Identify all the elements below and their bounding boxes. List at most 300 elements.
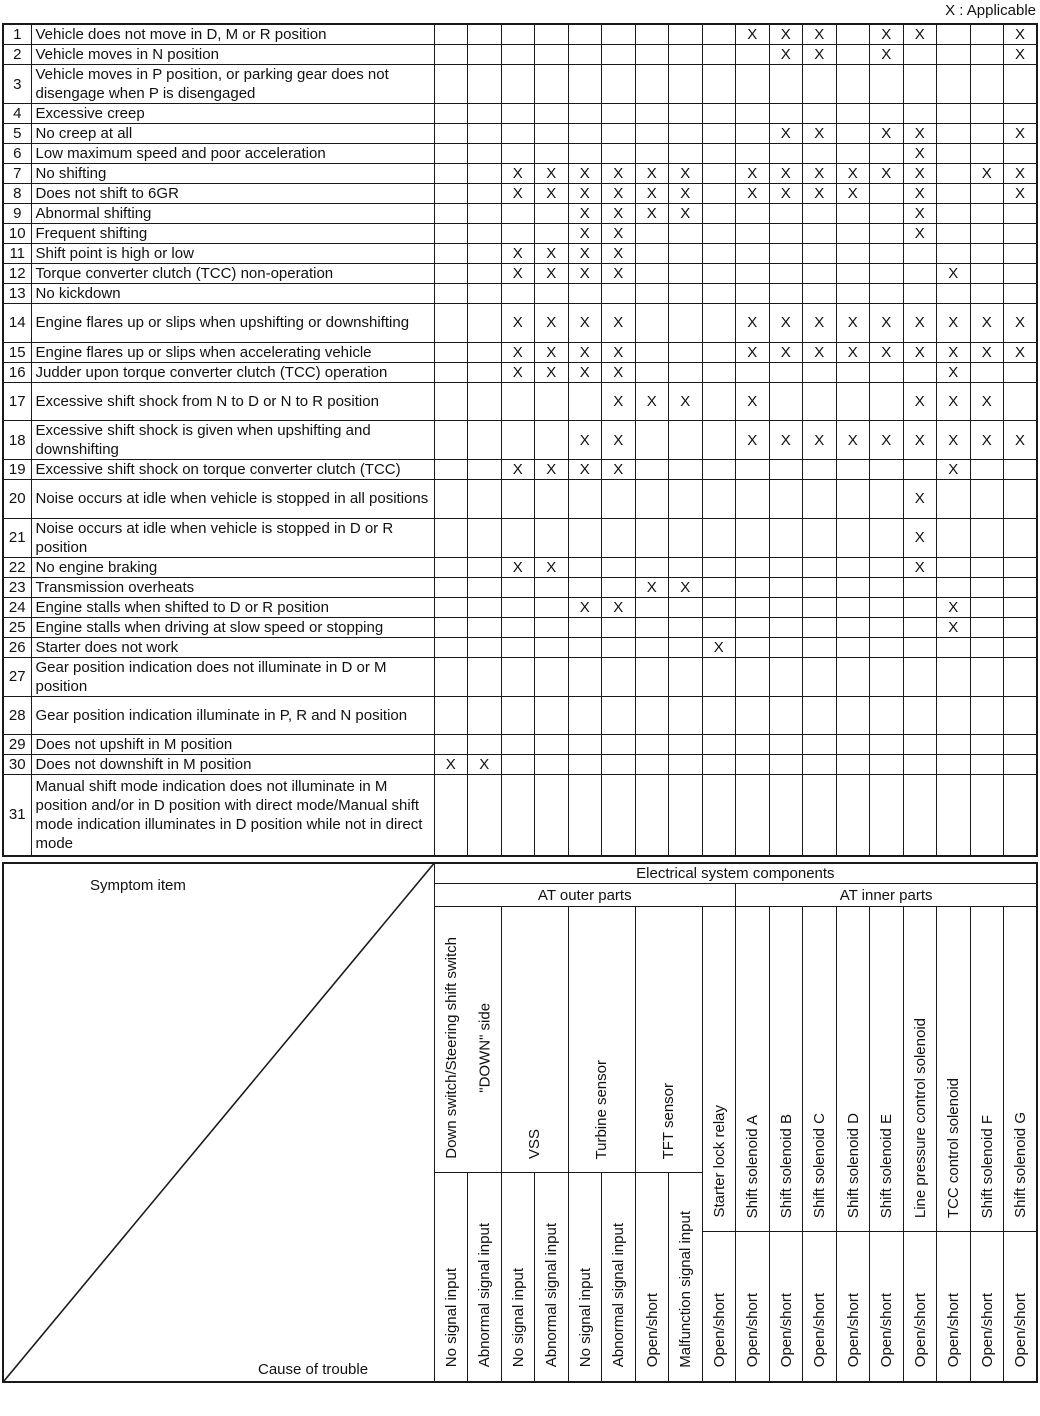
applicability-cell: X — [870, 45, 904, 65]
component-group-text: Starter lock relay — [710, 1105, 728, 1218]
diagonal-divider-line — [4, 864, 434, 1381]
applicability-cell — [937, 557, 971, 577]
component-group-text: Line pressure control solenoid — [911, 1017, 929, 1218]
applicability-cell — [970, 775, 1004, 856]
cause-label — [769, 1232, 803, 1382]
applicability-cell — [501, 224, 535, 244]
applicability-cell — [602, 480, 636, 519]
cause-text: Malfunction signal input — [677, 1210, 694, 1368]
applicability-cell — [468, 696, 502, 735]
applicability-cell — [434, 637, 468, 657]
cause-label — [970, 1232, 1004, 1382]
applicability-cell — [736, 657, 770, 696]
applicability-cell — [1004, 696, 1038, 735]
applicability-cell — [836, 755, 870, 775]
applicability-cell — [769, 637, 803, 657]
applicability-cell — [635, 342, 669, 362]
applicability-cell — [970, 45, 1004, 65]
symptom-text: Vehicle moves in N position — [31, 45, 434, 65]
applicability-cell — [970, 284, 1004, 304]
applicability-cell — [468, 617, 502, 637]
applicability-cell — [702, 342, 736, 362]
symptom-text: Abnormal shifting — [31, 204, 434, 224]
applicability-cell: X — [635, 577, 669, 597]
applicability-cell — [1004, 577, 1038, 597]
applicability-cell — [468, 557, 502, 577]
applicability-cell: X — [535, 304, 569, 343]
applicability-cell: X — [736, 164, 770, 184]
applicability-cell — [434, 24, 468, 45]
applicability-cell — [836, 518, 870, 557]
symptom-number: 2 — [3, 45, 31, 65]
applicability-cell — [769, 362, 803, 382]
symptom-text: Engine flares up or slips when accelerating vehicle — [31, 342, 434, 362]
applicability-cell — [870, 617, 904, 637]
applicability-cell — [669, 224, 703, 244]
applicability-cell — [501, 24, 535, 45]
applicability-cell — [1004, 657, 1038, 696]
applicability-cell — [970, 480, 1004, 519]
applicability-cell: X — [468, 755, 502, 775]
applicability-cell — [870, 224, 904, 244]
component-group-text: Shift solenoid E — [878, 1113, 895, 1218]
applicability-cell — [970, 104, 1004, 124]
symptom-text: Engine stalls when shifted to D or R position — [31, 597, 434, 617]
cause-label — [468, 1173, 502, 1382]
applicability-cell — [803, 480, 837, 519]
applicability-cell — [903, 637, 937, 657]
applicability-cell: X — [903, 204, 937, 224]
symptom-number: 8 — [3, 184, 31, 204]
applicability-cell: X — [535, 184, 569, 204]
applicability-cell — [736, 755, 770, 775]
applicability-cell: X — [736, 342, 770, 362]
symptom-row-9 — [3, 204, 1037, 224]
electrical-header-row — [3, 863, 1037, 884]
applicability-cell: X — [937, 421, 971, 460]
applicability-cell — [702, 557, 736, 577]
applicability-cell: X — [501, 557, 535, 577]
applicability-cell — [635, 104, 669, 124]
applicability-cell — [669, 304, 703, 343]
applicability-cell: X — [870, 304, 904, 343]
applicability-cell — [937, 755, 971, 775]
applicability-cell — [836, 460, 870, 480]
applicability-cell — [769, 244, 803, 264]
applicability-cell: X — [970, 164, 1004, 184]
applicability-cell: X — [568, 342, 602, 362]
applicability-cell: X — [903, 342, 937, 362]
applicability-cell — [970, 65, 1004, 104]
applicability-cell — [635, 557, 669, 577]
applicability-cell — [870, 577, 904, 597]
applicability-cell — [434, 342, 468, 362]
symptom-row-26 — [3, 637, 1037, 657]
cause-text: No signal input — [509, 1268, 527, 1368]
applicability-cell — [702, 24, 736, 45]
symptom-row-28 — [3, 696, 1037, 735]
applicability-cell: X — [903, 480, 937, 519]
applicability-cell: X — [937, 362, 971, 382]
symptom-number: 15 — [3, 342, 31, 362]
cause-text: Open/short — [777, 1293, 795, 1368]
symptom-number: 28 — [3, 696, 31, 735]
applicability-cell — [702, 382, 736, 421]
applicability-cell — [669, 342, 703, 362]
cause-label — [736, 1232, 770, 1382]
applicability-cell — [970, 204, 1004, 224]
applicability-cell — [669, 735, 703, 755]
symptom-text: Excessive shift shock from N to D or N to R position — [31, 382, 434, 421]
applicability-cell — [769, 617, 803, 637]
applicability-cell — [669, 480, 703, 519]
applicability-cell: X — [970, 304, 1004, 343]
applicability-cell — [970, 124, 1004, 144]
symptom-row-15 — [3, 342, 1037, 362]
applicability-cell — [434, 775, 468, 856]
applicability-cell — [803, 144, 837, 164]
symptom-item-label: Symptom item — [90, 876, 186, 894]
symptom-number: 17 — [3, 382, 31, 421]
symptom-row-21 — [3, 518, 1037, 557]
applicability-cell — [468, 184, 502, 204]
symptom-row-25 — [3, 617, 1037, 637]
cause-label — [870, 1232, 904, 1382]
applicability-cell: X — [602, 362, 636, 382]
applicability-cell: X — [501, 304, 535, 343]
applicability-cell — [803, 597, 837, 617]
symptom-number: 14 — [3, 304, 31, 343]
applicability-cell — [803, 382, 837, 421]
applicability-cell — [535, 224, 569, 244]
symptom-row-29 — [3, 735, 1037, 755]
applicability-cell — [937, 637, 971, 657]
applicability-cell — [736, 65, 770, 104]
at-inner-parts-header: AT inner parts — [736, 884, 1038, 907]
applicability-cell — [635, 45, 669, 65]
applicability-cell — [669, 144, 703, 164]
symptom-text: Excessive shift shock on torque converter clutch (TCC) — [31, 460, 434, 480]
applicability-cell — [836, 45, 870, 65]
applicability-cell — [903, 597, 937, 617]
applicability-cell — [468, 362, 502, 382]
applicability-cell — [970, 184, 1004, 204]
applicability-cell — [501, 617, 535, 637]
applicability-cell: X — [736, 184, 770, 204]
applicability-cell: X — [769, 304, 803, 343]
symptom-text: No creep at all — [31, 124, 434, 144]
symptom-number: 21 — [3, 518, 31, 557]
symptom-number: 29 — [3, 735, 31, 755]
applicability-cell — [736, 224, 770, 244]
applicability-cell — [635, 65, 669, 104]
applicability-cell — [702, 284, 736, 304]
applicability-cell — [468, 204, 502, 224]
cause-text: Open/short — [911, 1293, 929, 1368]
applicability-cell — [937, 104, 971, 124]
applicability-cell — [602, 775, 636, 856]
applicability-cell — [1004, 755, 1038, 775]
applicability-cell — [937, 284, 971, 304]
cause-text: Open/short — [643, 1293, 661, 1368]
applicability-cell — [702, 264, 736, 284]
applicability-cell — [1004, 204, 1038, 224]
applicability-cell — [568, 657, 602, 696]
cause-label — [434, 1173, 468, 1382]
component-group-text: VSS — [525, 1128, 543, 1159]
applicability-cell — [736, 204, 770, 224]
applicability-cell — [903, 244, 937, 264]
applicability-cell: X — [568, 597, 602, 617]
applicability-cell — [501, 45, 535, 65]
symptom-row-22 — [3, 557, 1037, 577]
applicability-cell: X — [434, 755, 468, 775]
applicability-cell — [434, 577, 468, 597]
applicability-cell — [535, 755, 569, 775]
applicability-cell — [836, 637, 870, 657]
applicability-cell: X — [937, 342, 971, 362]
applicability-cell — [803, 696, 837, 735]
applicability-cell — [903, 460, 937, 480]
applicability-cell — [803, 244, 837, 264]
applicability-cell: X — [903, 184, 937, 204]
applicability-cell — [568, 755, 602, 775]
applicability-cell: X — [602, 204, 636, 224]
symptom-number: 7 — [3, 164, 31, 184]
applicability-cell — [669, 45, 703, 65]
applicability-cell — [769, 382, 803, 421]
applicability-cell: X — [903, 382, 937, 421]
symptom-row-2 — [3, 45, 1037, 65]
applicability-cell: X — [736, 382, 770, 421]
applicability-cell: X — [736, 24, 770, 45]
applicability-cell — [937, 24, 971, 45]
applicability-cell — [602, 577, 636, 597]
cause-text: Open/short — [844, 1293, 862, 1368]
applicability-cell — [836, 382, 870, 421]
applicability-cell — [836, 244, 870, 264]
applicability-cell — [568, 577, 602, 597]
applicability-cell — [501, 382, 535, 421]
applicability-cell — [937, 577, 971, 597]
applicability-cell: X — [870, 342, 904, 362]
applicability-cell — [702, 421, 736, 460]
applicability-cell — [702, 204, 736, 224]
applicability-cell — [937, 184, 971, 204]
applicability-cell — [769, 65, 803, 104]
symptom-number: 25 — [3, 617, 31, 637]
symptom-row-23 — [3, 577, 1037, 597]
applicability-cell — [434, 184, 468, 204]
symptom-row-7 — [3, 164, 1037, 184]
applicability-cell — [736, 696, 770, 735]
applicability-cell: X — [970, 382, 1004, 421]
applicability-cell — [635, 362, 669, 382]
applicability-cell — [468, 577, 502, 597]
applicability-cell — [970, 362, 1004, 382]
applicability-cell — [468, 382, 502, 421]
applicability-cell — [836, 144, 870, 164]
applicability-cell: X — [602, 184, 636, 204]
applicability-cell — [535, 124, 569, 144]
applicability-cell — [568, 518, 602, 557]
applicability-cell — [769, 775, 803, 856]
applicability-cell — [434, 696, 468, 735]
applicability-cell — [1004, 617, 1038, 637]
applicability-cell — [736, 480, 770, 519]
applicability-cell — [602, 617, 636, 637]
applicability-cell — [836, 362, 870, 382]
applicability-cell: X — [501, 264, 535, 284]
applicability-cell — [937, 696, 971, 735]
applicability-cell — [937, 204, 971, 224]
cause-label — [669, 1173, 703, 1382]
symptom-number: 11 — [3, 244, 31, 264]
applicability-cell — [702, 65, 736, 104]
applicability-cell — [702, 224, 736, 244]
component-group-text: Down switch/Steering shift switch "DOWN" side — [442, 937, 493, 1159]
applicability-cell — [669, 264, 703, 284]
applicability-cell — [702, 597, 736, 617]
applicability-cell — [1004, 775, 1038, 856]
symptom-text: Shift point is high or low — [31, 244, 434, 264]
applicability-cell — [736, 104, 770, 124]
applicability-cell — [803, 557, 837, 577]
applicability-cell: X — [903, 164, 937, 184]
applicability-cell — [769, 204, 803, 224]
applicability-cell — [568, 45, 602, 65]
applicability-cell: X — [903, 421, 937, 460]
applicability-cell — [468, 224, 502, 244]
applicability-cell: X — [937, 597, 971, 617]
applicable-legend: X : Applicable — [945, 2, 1036, 19]
applicability-cell — [702, 735, 736, 755]
applicability-cell — [535, 421, 569, 460]
applicability-cell — [635, 224, 669, 244]
applicability-cell — [736, 617, 770, 637]
applicability-cell: X — [568, 204, 602, 224]
applicability-cell — [468, 480, 502, 519]
applicability-cell: X — [702, 637, 736, 657]
applicability-cell: X — [937, 382, 971, 421]
applicability-cell: X — [602, 164, 636, 184]
applicability-cell — [702, 244, 736, 264]
cause-label — [702, 1232, 736, 1382]
applicability-cell — [501, 518, 535, 557]
applicability-cell: X — [1004, 164, 1038, 184]
applicability-cell — [568, 24, 602, 45]
component-group-text: Shift solenoid B — [777, 1113, 795, 1218]
applicability-cell — [434, 421, 468, 460]
applicability-cell — [769, 657, 803, 696]
applicability-cell — [937, 518, 971, 557]
applicability-cell — [702, 696, 736, 735]
applicability-cell: X — [535, 244, 569, 264]
applicability-cell — [535, 696, 569, 735]
applicability-cell — [669, 104, 703, 124]
applicability-cell — [870, 557, 904, 577]
applicability-cell — [535, 518, 569, 557]
applicability-cell — [970, 735, 1004, 755]
cause-text: Abnormal signal input — [610, 1223, 627, 1368]
applicability-cell — [736, 577, 770, 597]
applicability-cell — [736, 735, 770, 755]
applicability-cell: X — [870, 421, 904, 460]
applicability-cell — [635, 637, 669, 657]
symptom-row-10 — [3, 224, 1037, 244]
cause-label — [501, 1173, 535, 1382]
corner-cell — [3, 863, 434, 1382]
applicability-cell: X — [602, 224, 636, 244]
applicability-cell: X — [736, 421, 770, 460]
applicability-cell — [434, 382, 468, 421]
applicability-cell — [434, 735, 468, 755]
symptom-row-4 — [3, 104, 1037, 124]
symptom-number: 4 — [3, 104, 31, 124]
symptom-number: 23 — [3, 577, 31, 597]
applicability-cell — [903, 755, 937, 775]
applicability-cell — [803, 657, 837, 696]
applicability-cell — [635, 518, 669, 557]
applicability-cell — [669, 657, 703, 696]
applicability-cell — [803, 104, 837, 124]
applicability-cell — [568, 284, 602, 304]
applicability-cell — [501, 577, 535, 597]
applicability-cell: X — [970, 421, 1004, 460]
applicability-cell — [434, 362, 468, 382]
applicability-cell — [870, 104, 904, 124]
applicability-cell: X — [937, 617, 971, 637]
applicability-cell — [468, 460, 502, 480]
applicability-cell — [870, 184, 904, 204]
component-group-label — [937, 907, 971, 1232]
applicability-cell — [635, 304, 669, 343]
applicability-cell — [870, 362, 904, 382]
component-group-label — [501, 907, 568, 1173]
applicability-cell — [635, 124, 669, 144]
applicability-cell — [702, 577, 736, 597]
applicability-cell — [468, 124, 502, 144]
symptom-row-3 — [3, 65, 1037, 104]
applicability-cell: X — [635, 204, 669, 224]
cause-text: Open/short — [878, 1293, 895, 1368]
applicability-cell — [1004, 637, 1038, 657]
component-group-label — [434, 907, 501, 1173]
applicability-cell — [535, 45, 569, 65]
applicability-cell — [669, 460, 703, 480]
cause-text: Open/short — [811, 1293, 828, 1368]
symptom-number: 27 — [3, 657, 31, 696]
applicability-cell — [702, 124, 736, 144]
applicability-cell — [568, 382, 602, 421]
applicability-cell — [602, 144, 636, 164]
applicability-cell — [736, 144, 770, 164]
applicability-cell — [803, 637, 837, 657]
applicability-cell — [970, 755, 1004, 775]
applicability-cell: X — [501, 184, 535, 204]
applicability-cell — [736, 284, 770, 304]
applicability-cell: X — [970, 342, 1004, 362]
applicability-cell — [702, 144, 736, 164]
applicability-cell — [568, 775, 602, 856]
applicability-cell — [535, 382, 569, 421]
cause-text: Open/short — [710, 1293, 728, 1368]
applicability-cell — [535, 577, 569, 597]
applicability-cell — [702, 304, 736, 343]
applicability-cell — [870, 264, 904, 284]
applicability-cell — [434, 224, 468, 244]
applicability-cell — [635, 775, 669, 856]
